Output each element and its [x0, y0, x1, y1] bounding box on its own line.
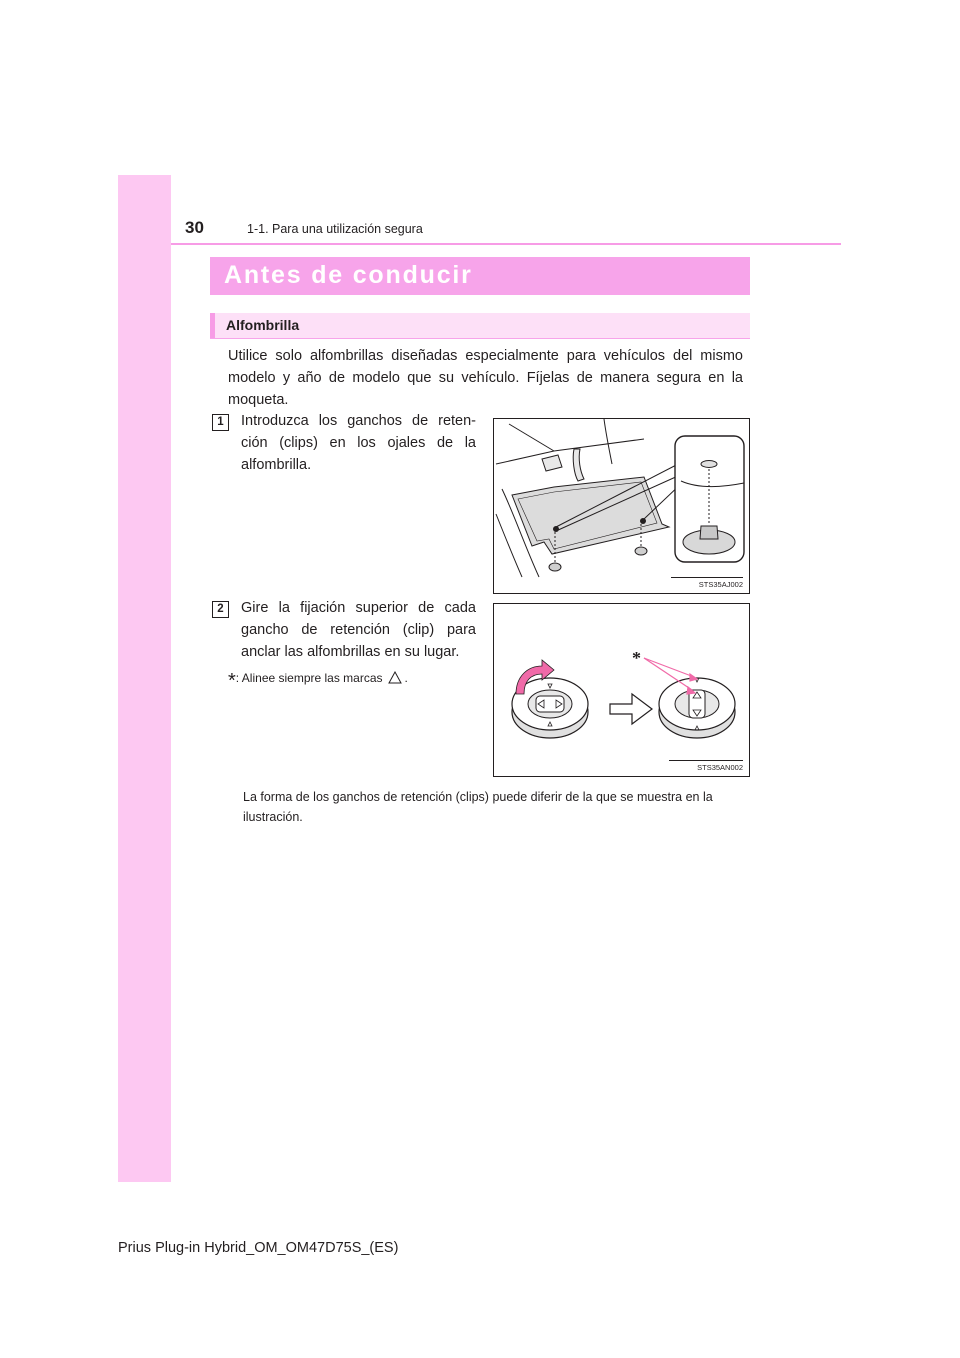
footer-model: Prius Plug-in Hybrid_OM_OM47D75S_(ES): [118, 1240, 399, 1256]
triangle-mark-icon: [388, 671, 402, 684]
section-title: 1-1. Para una utilización segura: [247, 222, 423, 236]
figure-code: STS35AJ002: [698, 580, 743, 589]
header-rule: [171, 243, 841, 245]
figure-clip-rotation: [493, 603, 750, 777]
asterisk-marker: *: [228, 670, 236, 692]
figure-floor-mat: [493, 418, 750, 594]
alignment-note: [228, 670, 408, 693]
clip-rotation-illustration: [494, 604, 749, 764]
subsection-title: Alfombrilla: [226, 317, 300, 333]
intro-paragraph: Utilice solo alfombrillas diseñadas especialmente para vehículos del mismo modelo y año de modelo que su vehículo. Fíjelas de manera segura en la moqueta.: [228, 348, 743, 408]
step-2-badge: 2: [212, 601, 229, 618]
step-2-text: Gire la fijación superior de cada gancho de retención (clip) para anclar las alfombrillas en su lugar.: [241, 600, 476, 660]
title-bar: [210, 257, 750, 295]
step-1-badge: 1: [212, 414, 229, 431]
page-number: 30: [185, 218, 204, 237]
step-1-text: Introduzca los ganchos de reten-ción (clips) en los ojales de la alfombrilla.: [241, 413, 476, 473]
floor-mat-illustration: [494, 419, 749, 579]
page-title: Antes de conducir: [224, 261, 473, 289]
note-end: .: [404, 671, 408, 685]
side-band: [118, 175, 171, 1182]
figure-caption: La forma de los ganchos de retención (clips) puede diferir de la que se muestra en la ilustración.: [243, 790, 713, 824]
figure-asterisk: *: [632, 648, 641, 668]
note-text: : Alinee siempre las marcas: [235, 671, 383, 685]
figure-code: STS35AN002: [697, 763, 743, 772]
subsection-bar: [210, 313, 750, 339]
